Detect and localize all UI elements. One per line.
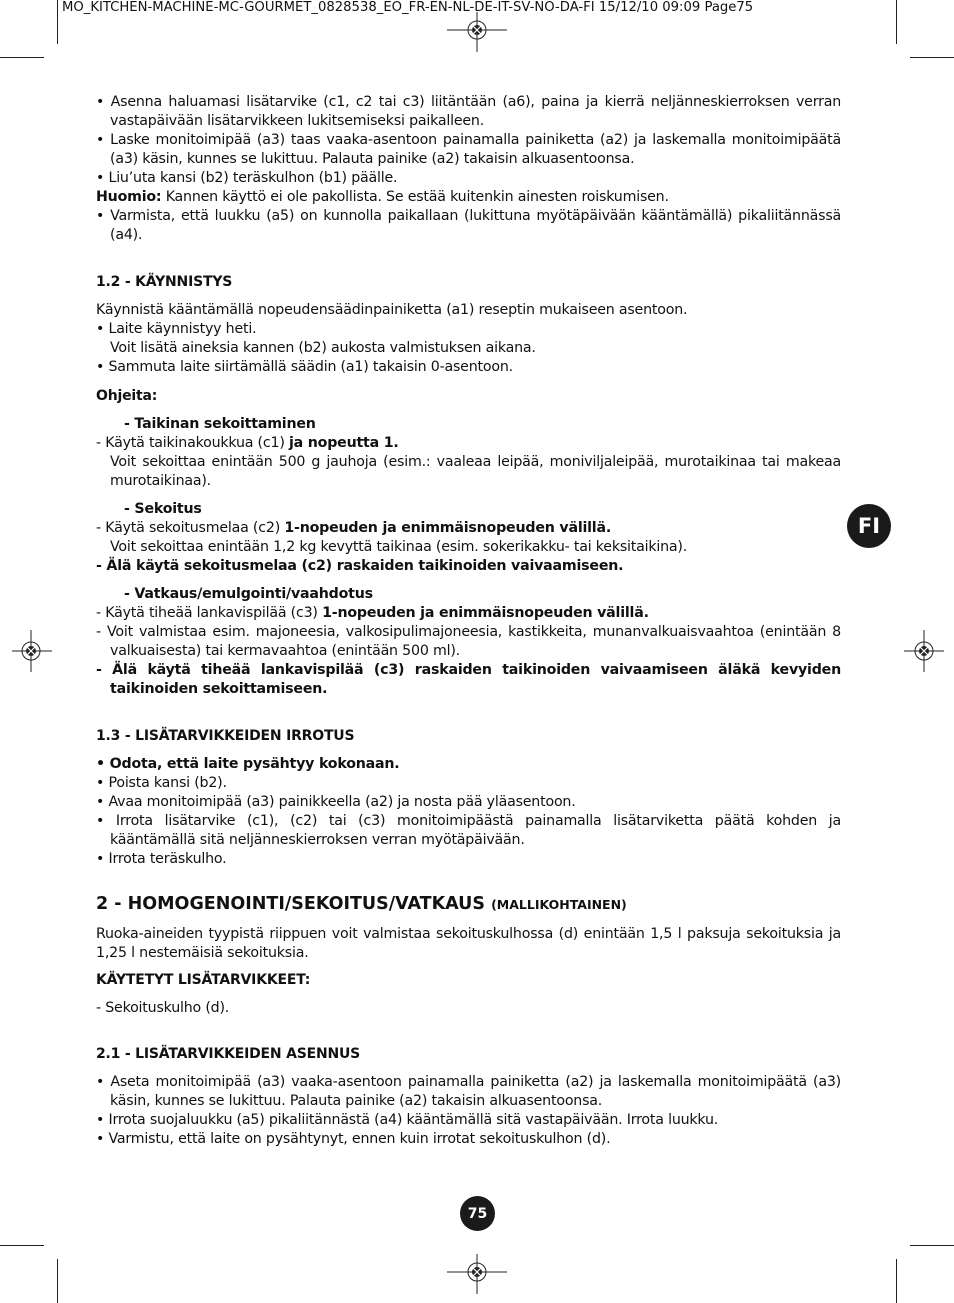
crop-mark-top-right-v [896, 0, 897, 44]
list-item: • Avaa monitoimipää (a3) painikkeella (a2) ja nosta pää yläasentoon. [96, 794, 576, 810]
list-item-continuation: Voit lisätä aineksia kannen (b2) aukosta valmistuksen aikana. [110, 340, 536, 356]
tip-line: - Voit valmistaa esim. majoneesia, valkosipulimajoneesia, kastikkeita, munanvalkuaisvaahtoa (enintään 8 valkuaisesta) tai kermavaahtoa (enintään 500 ml). [96, 624, 841, 659]
list-item: • Irrota lisätarvike (c1), (c2) tai (c3) monitoimipäästä painamalla lisätarviketta päätä kohden ja kääntämällä sitä neljänneskierroksen verran myötäpäivään. [96, 813, 842, 848]
note-label: Huomio: [96, 189, 162, 205]
tip-warning: - Älä käytä sekoitusmelaa (c2) raskaiden taikinoiden vaivaamiseen. [96, 558, 624, 574]
list-item: • Irrota suojaluukku (a5) pikaliitännästä (a4) kääntämällä sitä vastapäivään. Irrota luukku. [96, 1112, 719, 1128]
list-item: • Asenna haluamasi lisätarvike (c1, c2 tai c3) liitäntään (a6), paina ja kierrä neljänneskierroksen verran vastapäivään lisätarvikkeen lukitsemiseksi paikalleen. [96, 94, 842, 129]
list-item: • Laske monitoimipää (a3) taas vaaka-asentoon painamalla painiketta (a2) ja laskemalla monitoimipäätä (a3) käsin, kunnes se lukittuu. Palauta painike (a2) takaisin alkuasentoonsa. [96, 132, 842, 167]
list-item: • Varmistu, että laite on pysähtynyt, ennen kuin irrotat sekoituskulhon (d). [96, 1131, 611, 1147]
paragraph: Ruoka-aineiden tyypistä riippuen voit valmistaa sekoituskulhossa (d) enintään 1,5 l paksuja sekoituksia ja 1,25 l nestemäisiä sekoituksia. [96, 926, 841, 961]
list-item: • Poista kansi (b2). [96, 775, 227, 791]
paragraph: Käynnistä kääntämällä nopeudensäädinpainiketta (a1) reseptin mukaiseen asentoon. [96, 302, 688, 318]
language-badge: FI [847, 504, 891, 548]
tip-line: - Käytä tiheää lankavispilää (c3) 1-nopeuden ja enimmäisnopeuden välillä. [96, 605, 649, 621]
section-heading-1-3: 1.3 - LISÄTARVIKKEIDEN IRROTUS [96, 728, 355, 744]
accessory-item: - Sekoituskulho (d). [96, 1000, 230, 1016]
registration-mark-right [904, 630, 944, 672]
page-number-badge: 75 [460, 1196, 495, 1231]
crop-mark-top-left-h [0, 57, 44, 58]
crop-mark-bottom-right-v [896, 1259, 897, 1303]
list-item: • Varmista, että luukku (a5) on kunnolla paikallaan (lukittuna myötäpäivään kääntämällä) pikaliitännässä (a4). [96, 208, 842, 243]
registration-mark-left [12, 630, 52, 672]
section-heading-2-1: 2.1 - LISÄTARVIKKEIDEN ASENNUS [96, 1046, 361, 1062]
crop-mark-bottom-left-v [57, 1259, 58, 1303]
registration-mark-top [447, 12, 507, 52]
tips-heading: Ohjeita: [96, 388, 158, 404]
section-heading-2: 2 - HOMOGENOINTI/SEKOITUS/VATKAUS (MALLIKOHTAINEN) [96, 894, 627, 914]
crop-mark-top-left-v [57, 0, 58, 44]
tips-subheading: - Sekoitus [124, 501, 202, 517]
crop-mark-top-right-h [910, 57, 954, 58]
list-item: • Odota, että laite pysähtyy kokonaan. [96, 756, 400, 772]
crop-mark-bottom-left-h [0, 1245, 44, 1246]
list-item: • Sammuta laite siirtämällä säädin (a1) takaisin 0-asentoon. [96, 359, 513, 375]
tip-line: - Käytä taikinakoukkua (c1) ja nopeutta 1. [96, 435, 399, 451]
page-content [96, 93, 841, 1149]
list-item: • Liu’uta kansi (b2) teräskulhon (b1) päälle. [96, 170, 398, 186]
tips-subheading: - Vatkaus/emulgointi/vaahdotus [124, 586, 373, 602]
print-slug: MO_KITCHEN-MACHINE-MC-GOURMET_0828538_EO_FR-EN-NL-DE-IT-SV-NO-DA-FI 15/12/10 09:09 Page75 [62, 0, 754, 15]
section-heading-1-2: 1.2 - KÄYNNISTYS [96, 274, 233, 290]
accessories-heading: KÄYTETYT LISÄTARVIKKEET: [96, 972, 311, 988]
tips-subheading: - Taikinan sekoittaminen [124, 416, 316, 432]
tip-continuation: Voit sekoittaa enintään 1,2 kg kevyttä taikinaa (esim. sokerikakku- tai keksitaikina). [110, 539, 688, 555]
list-item: • Laite käynnistyy heti. [96, 321, 257, 337]
tip-continuation: Voit sekoittaa enintään 500 g jauhoja (esim.: vaaleaa leipää, moniviljaleipää, murotaikinaa tai makeaa murotaikinaa). [110, 454, 841, 489]
list-item: • Aseta monitoimipää (a3) vaaka-asentoon painamalla painiketta (a2) ja laskemalla monitoimipäätä (a3) käsin, kunnes se lukittuu. Palauta painike (a2) takaisin alkuasentoonsa. [96, 1074, 841, 1109]
crop-mark-bottom-right-h [910, 1245, 954, 1246]
registration-mark-bottom [447, 1254, 507, 1294]
tip-warning: - Älä käytä tiheää lankavispilää (c3) raskaiden taikinoiden vaivaamiseen äläkä kevyiden taikinoiden sekoittamiseen. [96, 662, 841, 697]
list-item: • Irrota teräskulho. [96, 851, 227, 867]
note: Huomio: Kannen käyttö ei ole pakollista. Se estää kuitenkin ainesten roiskumisen. [96, 189, 669, 205]
tip-line: - Käytä sekoitusmelaa (c2) 1-nopeuden ja enimmäisnopeuden välillä. [96, 520, 612, 536]
